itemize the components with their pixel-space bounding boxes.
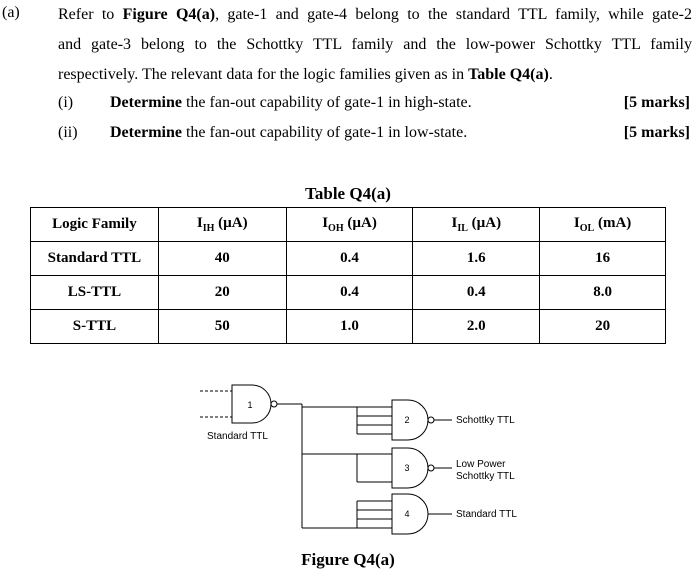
table-cell: S-TTL [31, 310, 159, 344]
table-cell: 0.4 [286, 242, 413, 276]
table-cell: 0.4 [286, 276, 413, 310]
gate3-family-label: Schottky TTL [456, 471, 515, 482]
table-cell: 20 [158, 276, 286, 310]
table-title: Table Q4(a) [305, 184, 391, 203]
figure-caption: Figure Q4(a) [301, 550, 395, 569]
table-cell: 40 [158, 242, 286, 276]
table-cell: 1.6 [413, 242, 540, 276]
table-row [31, 310, 666, 344]
table-cell: 16 [540, 242, 666, 276]
gate3-nand-symbol [392, 448, 428, 488]
gate3-family-label: Low Power [456, 459, 506, 470]
gate2-nand-symbol [392, 400, 428, 440]
table-header-cell: $I_{OH}$ (µA) [286, 208, 413, 242]
gate1-family-label: Standard TTL [207, 431, 268, 442]
logic-family-table [30, 207, 666, 344]
table-cell: 2.0 [413, 310, 540, 344]
gate4-family-label: Standard TTL [456, 509, 517, 520]
table-cell: 50 [158, 310, 286, 344]
table-header-cell: Logic Family [31, 208, 159, 242]
gate4-number: 4 [404, 509, 410, 519]
subquestion-text: Determine the fan-out capability of gate-1 in high-state. [110, 94, 472, 111]
gate4-and-symbol [392, 494, 428, 534]
gate2-family-label: Schottky TTL [456, 415, 515, 426]
gate2-number: 2 [404, 415, 410, 425]
question-line-3: respectively. The relevant data for the logic families given as in Table Q4(a). [58, 66, 553, 83]
table-header-row [31, 208, 666, 242]
subquestion-number: (ii) [58, 124, 78, 141]
question-line-2: and gate-3 belong to the Schottky TTL family and the low-power Schottky TTL family [58, 36, 692, 53]
subquestion-number: (i) [58, 94, 74, 111]
table-row [31, 242, 666, 276]
question-label: (a) [2, 4, 20, 21]
table-cell: 0.4 [413, 276, 540, 310]
table-row [31, 276, 666, 310]
gate1-bubble [271, 401, 277, 407]
table-cell: 1.0 [286, 310, 413, 344]
table-cell: 20 [540, 310, 666, 344]
table-header-cell: $I_{IH}$ (µA) [158, 208, 286, 242]
table-header-cell: $I_{IL}$ (µA) [413, 208, 540, 242]
subquestion-marks: [5 marks] [623, 124, 690, 141]
gate3-bubble [428, 465, 434, 471]
question-line-1: Refer to Figure Q4(a), gate-1 and gate-4 belong to the standard TTL family, while gate-2 [58, 6, 692, 23]
table-cell: Standard TTL [31, 242, 159, 276]
gate3-number: 3 [404, 463, 410, 473]
table-header-cell: $I_{OL}$ (mA) [540, 208, 666, 242]
gate1-number: 1 [247, 400, 253, 410]
table-cell: 8.0 [540, 276, 666, 310]
gate2-bubble [428, 417, 434, 423]
subquestion-marks: [5 marks] [623, 94, 690, 111]
circuit-diagram [0, 370, 696, 545]
table-cell: LS-TTL [31, 276, 159, 310]
subquestion-text: Determine the fan-out capability of gate-1 in low-state. [110, 124, 468, 141]
